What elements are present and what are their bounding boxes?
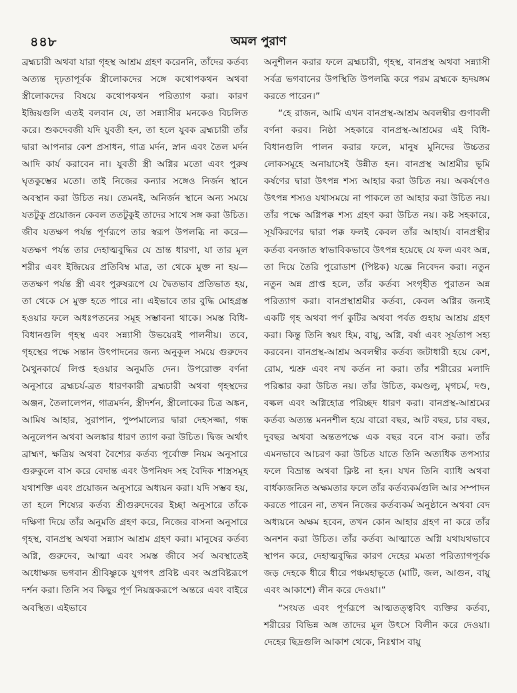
right-paragraph-1: অনুশীলন করার ফলে ব্রহ্মচারী, গৃহস্থ, বানপ্রস্থ অথবা সন্ন্যাসী সর্বত্র ভগবানের উপস্থিতি উপলব্ধি করে পরম ব্রহ্মকে হৃদয়ঙ্গম করতে পারেন।” xyxy=(264,57,490,103)
left-paragraph-1: ব্রহ্মচারী অথবা যারা গৃহস্থ আশ্রম গ্রহণ করেননি, তাঁদের কর্তব্য অত্যন্ত দৃঢ়তাপূর্বক স্ত্রীলোকদের সঙ্গে কথোপকথন অথবা স্ত্রীলোকদের বিষয়ে কথোপকথন পরিত্যাগ করা। কারণ ইন্দ্রিয়গুলি এতই বলবান যে, তা সন্ন্যাসীর মনকেও বিচলিত করে। শুকদেবজী যদি যুবতী হন, তা হলে যুবক ব্রহ্মচারী তাঁর দ্বারা আপনার কেশ প্রসাধন, গাত্র মর্দন, স্নান এবং তৈল মর্দন আদি কার্য করাবেন না। যুবতী স্ত্রী অগ্নির মতো এবং পুরুষ ঘৃতকুম্ভের মতো। তাই নিজের কন্যার সঙ্গেও নির্জন স্থানে অবস্থান করা উচিত নয়। তেমনই, অনির্জন স্থানে অন্য সময়ে যতটুকু প্রয়োজন কেবল ততটুকুই তাদের সাথে সঙ্গ করা উচিত। জীব যতক্ষণ পর্যন্ত পূর্ণরূপে তার স্বরূপ উপলব্ধি না করে—যতক্ষণ পর্যন্ত তার দেহাত্মবুদ্ধির যে ভ্রান্ত ধারণা, যা তার মূল শরীর এবং ইন্দ্রিয়ের প্রতিবিম্ব মাত্র, তা থেকে মুক্ত না হয়—ততক্ষণ পর্যন্ত স্ত্রী এবং পুরুষরূপে যে দ্বৈতভাব প্রতিভাত হয়, তা থেকে সে মুক্ত হতে পারে না। এইভাবে তার বুদ্ধি মোহগ্রস্ত হওয়ার ফলে অধঃপতনের সমূহ সম্ভাবনা থাকে। সমস্ত বিধি-বিধানগুলি গৃহস্থ এবং সন্ন্যাসী উভয়েরই পালনীয়। তবে, গৃহস্থের পক্ষে সন্তান উৎপাদনের জন্য অনুকূল সময়ে গুরুদেব মৈথুনকার্যে লিপ্ত হওয়ার অনুমতি দেন। উপরোক্ত বর্ণনা অনুসারে ব্রহ্মচর্য-ব্রত ধারণকারী ব্রহ্মচারী অথবা গৃহস্থদের অঞ্জন, তৈলালেপন, গাত্রমর্দন, স্ত্রীদর্শন, স্ত্রীলোকের চিত্র অঙ্কন, আমিষ আহার, সুরাপান, পুষ্পমাল্যের দ্বারা দেহসজ্জা, গন্ধ অনুলেপন অথবা অলঙ্কার ধারণ ত্যাগ করা উচিত। দ্বিজ অর্থাৎ ব্রাহ্মণ, ক্ষত্রিয় অথবা বৈশ্যের কর্তব্য পূর্বোক্ত নিয়ম অনুসারে গুরুকুলে বাস করে বেদান্ত এবং উপনিষদ সহ বৈদিক শাস্ত্রসমূহ যথাশক্তি এবং প্রয়োজন অনুসারে অধ্যয়ন করা। যদি সম্ভব হয়, তা হলে শিষ্যের কর্তব্য শ্রীগুরুদেবের ইচ্ছা অনুসারে তাঁকে দক্ষিণা দিয়ে তাঁর অনুমতি গ্রহণ করে, নিজের বাসনা অনুসারে গৃহস্থ, বানপ্রস্থ অথবা সন্ন্যাস আশ্রম গ্রহণ করা। মানুষের কর্তব্য অগ্নি, গুরুদেব, আত্মা এবং সমস্ত জীবে সর্ব অবস্থাতেই অধোক্ষজ ভগবান শ্রীবিষ্ণুকে যুগপৎ প্রবিষ্ট এবং অপ্রবিষ্টরূপে দর্শন করা। তিনি সব কিছুর পূর্ণ নিয়ন্ত্রকরূপে অন্তরে এবং বাইরে অবস্থিত। এইভাবে xyxy=(22,57,248,614)
right-paragraph-2: “হে রাজন, আমি এখন বানপ্রস্থ-আশ্রম অবলম্বীর গুণাবলী বর্ণনা করব। নিষ্ঠা সহকারে বানপ্রস্থ-আশ্রমের এই বিধি-বিধানগুলি পালন করার ফলে, মানুষ মুনিদের উচ্চতর লোকসমূহে অনায়াসেই উন্নীত হন। বানপ্রস্থ আশ্রমীর ভূমি কর্ষণের দ্বারা উৎপন্ন শস্য আহার করা উচিত নয়। অকর্ষণেও উৎপন্ন শস্যও যথাসময়ে না পাকলে তা আহার করা উচিত নয়। তাঁর পক্ষে অগ্নিপক্ক শস্য গ্রহণ করা উচিত নয়। কষ্ট সহকারে, সূর্যকিরণের দ্বারা পক্ক ফলই কেবল তাঁর আহার্য। বানপ্রস্থীর কর্তব্য বনজাত স্বাভাবিকভাবে উৎপন্ন হয়েছে যে ফল এবং অন্ন, তা দিয়ে তৈরি পুরোডাশ (পিষ্টক) যজ্ঞে নিবেদন করা। নতুন নতুন অন্ন প্রাপ্ত হলে, তাঁর কর্তব্য সংগৃহীত পুরাতন অন্ন পরিত্যাগ করা। বানপ্রস্থাশ্রমীর কর্তব্য, কেবল অগ্নির জন্যই একটি গৃহ অথবা পর্ণ কুটির অথবা পর্বত গুহায় আশ্রয় গ্রহণ করা। কিন্তু তিনি স্বয়ং হিম, বায়ু, অগ্নি, বর্ষা এবং সূর্যতাপ সহ্য করবেন। বানপ্রস্থ-আশ্রম অবলম্বীর কর্তব্য জটাধারী হয়ে কেশ, রোম, শ্মশ্রু এবং নখ কর্তন না করা। তাঁর শরীরের মলাদি পরিষ্কার করা উচিত নয়। তাঁর উচিত, কমণ্ডলু, মৃগচর্ম, দণ্ড, বল্কল এবং অগ্নিহোত্র পরিচ্ছদ ধারণ করা। বানপ্রস্থ-আশ্রমের কর্তব্য অত্যন্ত মননশীল হয়ে বারো বছর, আট বছর, চার বছর, দুবছর অথবা অন্ততপক্ষে এক বছর বনে বাস করা। তাঁর এমনভাবে আচরণ করা উচিত যাতে তিনি অত্যধিক তপস্যার ফলে বিভ্রান্ত অথবা ক্লিষ্ট না হন। যখন তিনি ব্যাধি অথবা বার্ধক্যজনিত অক্ষমতার ফলে তাঁর কর্তব্যকর্মগুলি আর সম্পাদন করতে পারেন না, তখন নিজের কর্তব্যকর্ম অনুষ্ঠানে অথবা বেদ অধ্যয়নে অক্ষম হবেন, তখন কোন আহার গ্রহণ না করে তাঁর অনশন করা উচিত। তাঁর কর্তব্য আত্মাতে অগ্নি যথাযথভাবে স্থাপন করে, দেহাত্মবুদ্ধির কারণ দেহের মমতা পরিত্যাগপূর্বক জড় দেহকে ধীরে ধীরে পঞ্চমহাভূতে (মাটি, জল, আগুন, বায়ু এবং আকাশে) লীন করে দেওয়া।” xyxy=(264,108,490,597)
page-number: ৪৪৮ xyxy=(30,35,57,50)
left-column xyxy=(22,54,248,617)
running-title: অমল পুরাণ xyxy=(230,34,287,48)
right-column xyxy=(264,54,490,651)
right-paragraph-3: “সংযত এবং পূর্ণরূপে আত্মতত্ত্ববিৎ ব্যক্তির কর্তব্য, শরীরের বিভিন্ন অঙ্গ তাদের মূল উৎসে বিলীন করে দেওয়া। দেহের ছিদ্রগুলি আকাশ থেকে, নিঃশ্বাস বায়ু xyxy=(264,602,490,648)
page-header xyxy=(0,0,517,54)
